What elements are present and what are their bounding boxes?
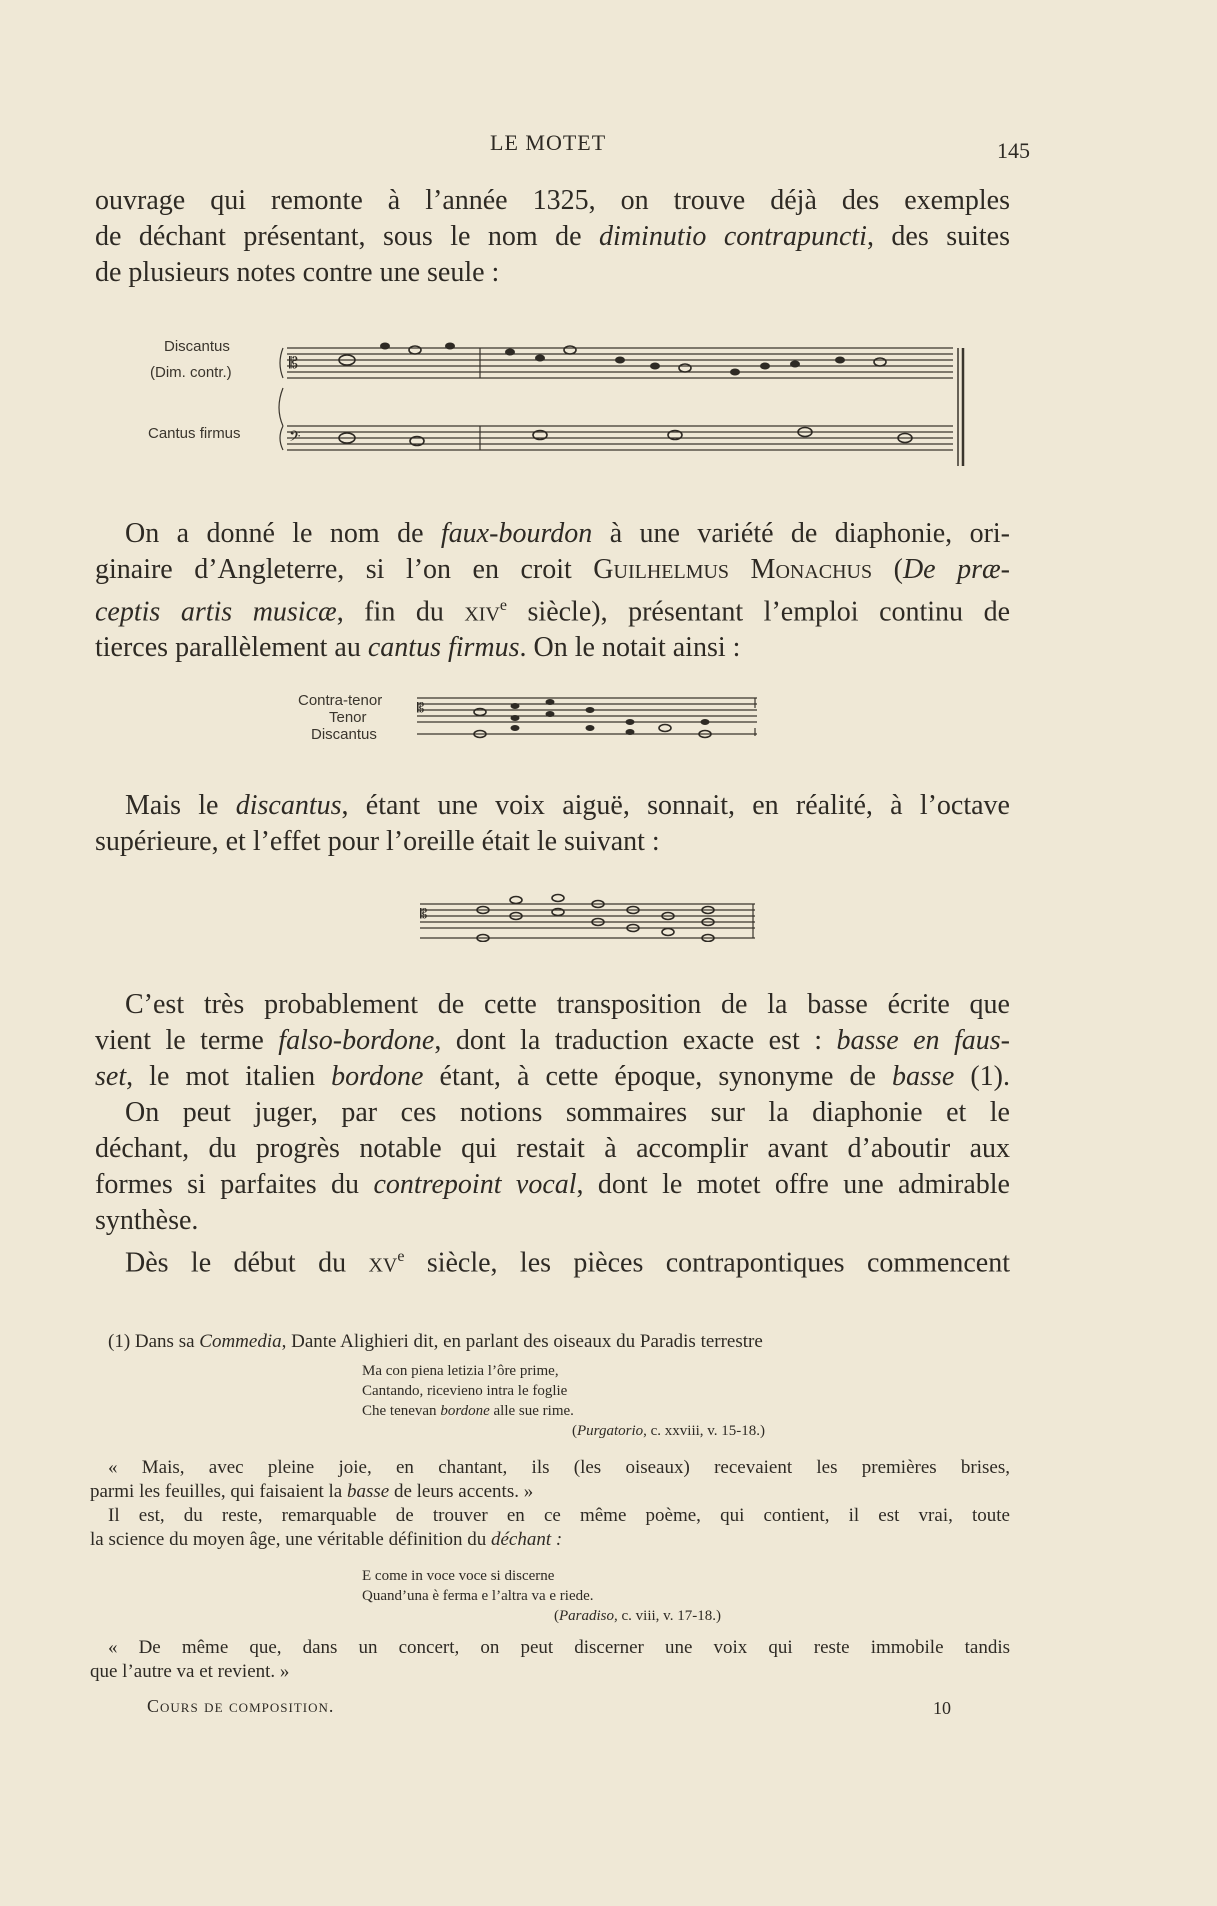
poem-line: Ma con piena letizia l’ôre prime, — [362, 1363, 559, 1379]
text-line: de plusieurs notes contre une seule : — [95, 257, 500, 288]
text-line: vient le terme falso-bordone, dont la traduction exacte est : basse en faus- — [95, 1025, 1010, 1056]
text-line: supérieure, et l’effet pour l’oreille était le suivant : — [95, 826, 660, 857]
lower-staff — [287, 426, 953, 450]
footnote-translation — [90, 1456, 1010, 1552]
footnote-line: Il est, du reste, remarquable de trouver en ce même poème, qui contient, il est vrai, toute — [108, 1505, 1010, 1526]
footnote-line: « De même que, dans un concert, on peut discerner une voix qui reste immobile tandis — [108, 1637, 1010, 1658]
music-example-diminutio — [275, 338, 965, 468]
poem-line: E come in voce voce si discerne — [362, 1568, 555, 1584]
footnote-line: que l’autre va et revient. » — [90, 1661, 290, 1682]
poem-line: Che tenevan bordone alle sue rime. — [362, 1403, 574, 1419]
text-line: On peut juger, par ces notions sommaires sur la diaphonie et le — [125, 1097, 1010, 1128]
text-line: Mais le discantus, étant une voix aiguë, sonnait, en réalité, à l’octave — [125, 790, 1010, 821]
paragraph-3 — [95, 788, 1010, 860]
staff-label-cantus-firmus: Cantus firmus — [148, 425, 241, 442]
footnote-line: (1) Dans sa Commedia, Dante Alighieri dit, en parlant des oiseaux du Paradis terrestre — [108, 1331, 763, 1352]
c-clef-icon: 𝄡 — [417, 701, 425, 716]
text-line: synthèse. — [95, 1205, 199, 1236]
page-number: 145 — [997, 138, 1030, 163]
footnote-line: « Mais, avec pleine joie, en chantant, ils (les oiseaux) recevaient les premières brises, — [108, 1457, 1010, 1478]
poem-reference: (Paradiso, c. viii, v. 17-18.) — [554, 1608, 721, 1624]
text-line: Dès le début du $xv^e$ siècle, les pièces contrapontiques commencent — [125, 1247, 1010, 1279]
paragraph-1 — [95, 183, 1010, 291]
text-line: de déchant présentant, sous le nom de diminutio contrapuncti, des suites — [95, 221, 1010, 252]
staff-label-contra-tenor: Contra-tenor — [298, 692, 383, 709]
poem-line: Cantando, ricevieno intra le foglie — [362, 1383, 568, 1399]
staff-label-discantus: Discantus — [164, 338, 230, 355]
paragraph-4 — [95, 987, 1010, 1281]
brace-icon — [279, 348, 283, 450]
text-line: ouvrage qui remonte à l’année 1325, on trouve déjà des exemples — [95, 185, 1010, 216]
f-clef-icon: 𝄢 — [289, 428, 301, 449]
staff-label-dim-contr: (Dim. contr.) — [150, 364, 232, 381]
footnote-poem-1 — [362, 1361, 765, 1441]
staff-label-tenor: Tenor — [329, 709, 367, 726]
text-line: tierces parallèlement au cantus firmus. On le notait ainsi : — [95, 632, 741, 664]
music-example-effect — [418, 892, 758, 942]
footnote-line: la science du moyen âge, une véritable définition du déchant : — [90, 1529, 563, 1550]
text-line: On a donné le nom de faux-bourdon à une variété de diaphonie, ori- — [125, 518, 1010, 549]
text-line: C’est très probablement de cette transposition de la basse écrite que — [125, 989, 1010, 1020]
footer-signature-number: 10 — [933, 1698, 951, 1718]
footnote — [90, 1330, 1010, 1354]
text-line: formes si parfaites du contrepoint vocal, dont le motet offre une admirable — [95, 1169, 1010, 1200]
running-header: LE MOTET — [490, 130, 607, 155]
footnote-poem-2 — [362, 1566, 721, 1626]
staff-label-discantus-2: Discantus — [311, 726, 377, 743]
poem-line: Quand’una è ferma e l’altra va e riede. — [362, 1588, 594, 1604]
c-clef-icon: 𝄡 — [289, 353, 298, 372]
footer-signature: Cours de composition. — [147, 1696, 335, 1716]
c-clef-icon: 𝄡 — [420, 907, 428, 922]
footnote-translation-2 — [90, 1636, 1010, 1684]
poem-reference: (Purgatorio, c. xxviii, v. 15-18.) — [572, 1423, 766, 1439]
paragraph-2 — [95, 516, 1010, 666]
music-example-faux-bourdon — [415, 692, 760, 742]
text-line: ceptis artis musicæ, fin du xiv$^e$ siècle), présentant l’emploi continu de — [95, 596, 1010, 628]
footnote-line: parmi les feuilles, qui faisaient la basse de leurs accents. » — [90, 1481, 534, 1502]
text-line: set, le mot italien bordone étant, à cette époque, synonyme de basse (1). — [95, 1061, 1010, 1092]
text-line: ginaire d’Angleterre, si l’on en croit Guilhelmus Monachus (De præ- — [95, 554, 1010, 585]
text-line: déchant, du progrès notable qui restait à accomplir avant d’aboutir aux — [95, 1133, 1010, 1164]
